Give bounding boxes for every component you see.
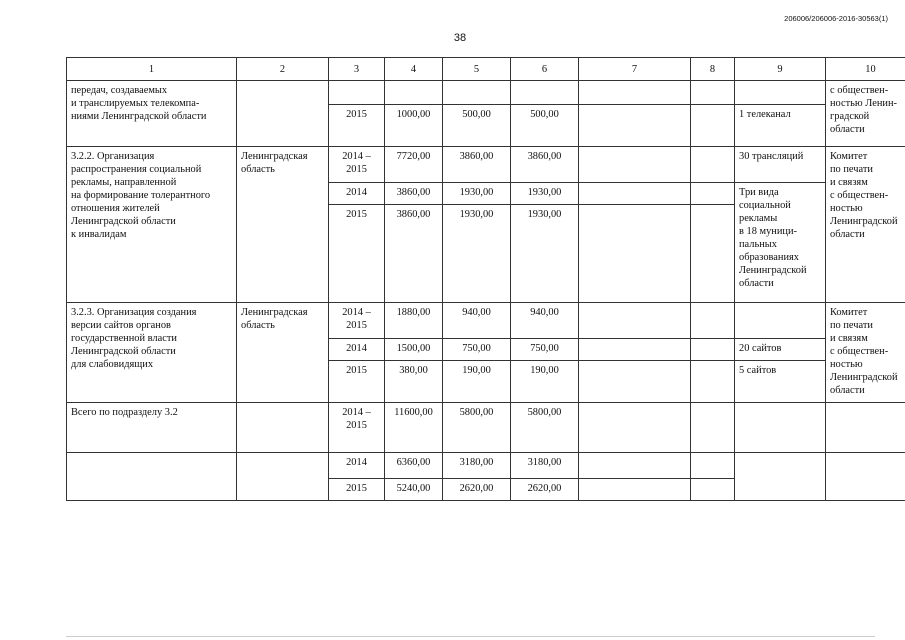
value-cell: 1930,00: [443, 205, 511, 303]
value-cell: 380,00: [385, 361, 443, 403]
header-cell: 10: [826, 58, 905, 81]
value-cell: 750,00: [511, 339, 579, 361]
header-cell: 9: [735, 58, 826, 81]
page-bottom-edge: [66, 636, 875, 637]
value-cell: 2620,00: [511, 479, 579, 501]
value-cell: 500,00: [443, 105, 511, 147]
header-cell: 7: [579, 58, 691, 81]
executor-cell: Ленинградская область: [237, 147, 329, 303]
activity-cell: 3.2.3. Организация создания версии сайтов органов государственной власти Ленинградской области для слабовидящих: [67, 303, 237, 403]
year-cell: 2014 – 2015: [329, 147, 385, 183]
year-cell: 2015: [329, 205, 385, 303]
value-cell: 3180,00: [511, 453, 579, 479]
header-cell: 8: [691, 58, 735, 81]
value-cell: 1930,00: [443, 183, 511, 205]
value-cell: 940,00: [511, 303, 579, 339]
value-cell: 750,00: [443, 339, 511, 361]
header-cell: 1: [67, 58, 237, 81]
year-cell: 2014: [329, 453, 385, 479]
page-number: 38: [453, 32, 467, 44]
indicator-cell: Три вида социальной рекламы в 18 муници- пальных образованиях Ленинградской области: [735, 183, 826, 303]
value-cell: 500,00: [511, 105, 579, 147]
value-cell: 3860,00: [443, 147, 511, 183]
executor-cell: [237, 81, 329, 147]
year-cell: 2014: [329, 183, 385, 205]
year-cell: 2015: [329, 479, 385, 501]
indicator-cell: 30 трансляций: [735, 147, 826, 183]
value-cell: 3860,00: [385, 183, 443, 205]
responsible-cell: Комитет по печати и связям с обществен- ностью Ленинградской области: [826, 147, 905, 303]
document-id: 206006/206006-2016-30563(1): [784, 14, 888, 23]
activity-cell: 3.2.2. Организация распространения социальной рекламы, направленной на формирование толерантного отношения жителей Ленинградской области к инвалидам: [67, 147, 237, 303]
value-cell: 5800,00: [443, 403, 511, 453]
value-cell: 3860,00: [385, 205, 443, 303]
table-row: [67, 81, 905, 105]
year-cell: 2014 – 2015: [329, 403, 385, 453]
activity-cell: передач, создаваемых и транслируемых телекомпа- ниями Ленинградской области: [67, 81, 237, 147]
header-cell: 6: [511, 58, 579, 81]
value-cell: 1000,00: [385, 105, 443, 147]
responsible-cell: Комитет по печати и связям с обществен- ностью Ленинградской области: [826, 303, 905, 403]
value-cell: 3860,00: [511, 147, 579, 183]
header-cell: 2: [237, 58, 329, 81]
year-cell: 2014 – 2015: [329, 303, 385, 339]
value-cell: 7720,00: [385, 147, 443, 183]
value-cell: 940,00: [443, 303, 511, 339]
year-cell: 2015: [329, 361, 385, 403]
value-cell: 11600,00: [385, 403, 443, 453]
budget-table: [66, 57, 905, 501]
value-cell: 5240,00: [385, 479, 443, 501]
executor-cell: Ленинградская область: [237, 303, 329, 403]
indicator-cell: 1 телеканал: [735, 105, 826, 147]
total-row: [67, 403, 905, 453]
value-cell: 1930,00: [511, 205, 579, 303]
header-cell: 5: [443, 58, 511, 81]
value-cell: 2620,00: [443, 479, 511, 501]
indicator-cell: 5 сайтов: [735, 361, 826, 403]
year-cell: 2015: [329, 105, 385, 147]
total-label: Всего по подразделу 3.2: [67, 403, 237, 453]
value-cell: 3180,00: [443, 453, 511, 479]
value-cell: 6360,00: [385, 453, 443, 479]
value-cell: 1880,00: [385, 303, 443, 339]
header-row: [67, 58, 905, 81]
value-cell: 1500,00: [385, 339, 443, 361]
table-row: [67, 147, 905, 183]
total-row: [67, 453, 905, 479]
year-cell: 2014: [329, 339, 385, 361]
value-cell: 190,00: [511, 361, 579, 403]
header-cell: 3: [329, 58, 385, 81]
table-row: [67, 303, 905, 339]
indicator-cell: 20 сайтов: [735, 339, 826, 361]
responsible-cell: с обществен- ностью Ленин- градской области: [826, 81, 905, 147]
value-cell: 1930,00: [511, 183, 579, 205]
value-cell: 5800,00: [511, 403, 579, 453]
header-cell: 4: [385, 58, 443, 81]
value-cell: 190,00: [443, 361, 511, 403]
